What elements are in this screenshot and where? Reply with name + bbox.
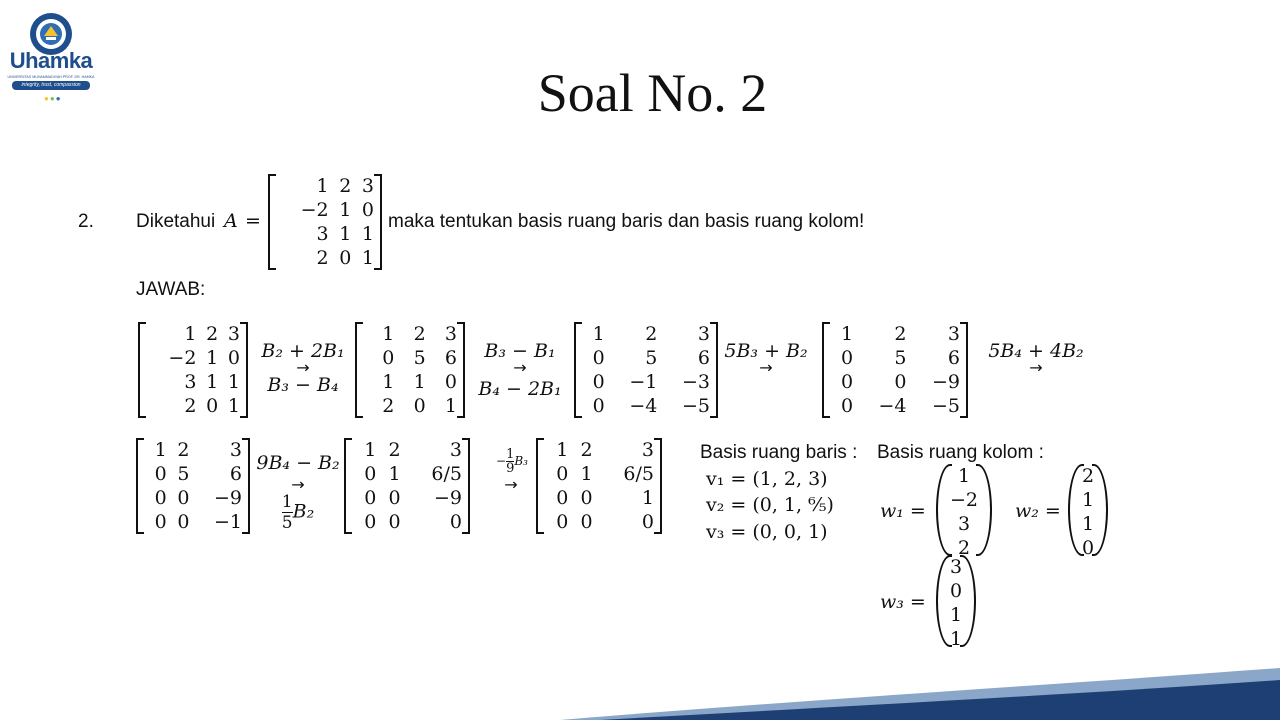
step-matrix-5 — [136, 438, 250, 534]
op5-top: 9B₄ − B₂ — [256, 452, 340, 474]
matrix-cell: 3 — [229, 439, 242, 461]
matrix-cell: 0 — [154, 487, 167, 509]
op5-frac-num: 1 — [281, 492, 293, 512]
slide-title: Soal No. 2 — [537, 63, 768, 123]
right-bracket — [960, 322, 968, 418]
matrix-cell: −4 — [629, 395, 658, 417]
right-bracket — [457, 322, 465, 418]
matrix-cell: 1 — [592, 323, 605, 345]
problem-intro: Diketahui — [136, 211, 216, 232]
column-vector-w2 — [1068, 464, 1108, 559]
matrix-cell: 0 — [154, 511, 167, 533]
right-bracket — [240, 322, 248, 418]
matrix-cell: 0 — [154, 463, 167, 485]
matrix-cell: 1 — [641, 487, 654, 509]
matrix-cell: 3 — [449, 439, 462, 461]
matrix-cell: 1 — [364, 439, 377, 461]
logo-tagline: integrity, trust, compassion — [12, 81, 90, 90]
matrix-cell: −9 — [213, 487, 242, 509]
matrix-cell: 6 — [697, 347, 710, 369]
col-basis-label: Basis ruang kolom : — [877, 442, 1044, 463]
column-vector-w1 — [936, 464, 992, 559]
matrix-cell: 1 — [227, 371, 240, 393]
matrix-cell: 1 — [580, 463, 593, 485]
matrix-cell: −9 — [931, 371, 960, 393]
matrix-cell: 0 — [641, 511, 654, 533]
matrix-cell: 0 — [364, 511, 377, 533]
matrix-cell: 0 — [840, 371, 854, 393]
matrix-cell: 2 — [382, 395, 395, 417]
matrix-cell: 1 — [227, 395, 240, 417]
footer-wave — [0, 660, 1280, 720]
problem-text: maka tentukan basis ruang baris dan basis ruang kolom! — [388, 211, 865, 232]
op3: 5B₃ + B₂ — [724, 340, 808, 362]
matrix-cell: 2 — [580, 439, 593, 461]
answer-label: JAWAB: — [136, 279, 206, 300]
row-basis-v2: v₂ = (0, 1, ⁶⁄₅) — [706, 494, 834, 516]
matrix-cell: 1 — [184, 323, 197, 345]
logo-dots: ●●● — [44, 94, 62, 103]
matrix-cell: 2 — [184, 395, 197, 417]
matrix-cell: 2 — [894, 323, 907, 345]
matrix-cell: 0 — [444, 371, 457, 393]
matrix-cell: 3 — [697, 323, 710, 345]
matrix-cell: 3 — [184, 371, 197, 393]
arrow-icon: → — [291, 475, 305, 494]
matrix-cell: −5 — [681, 395, 710, 417]
left-bracket — [138, 322, 146, 418]
matrix-cell: 1 — [154, 439, 167, 461]
matrix-cell: 2 — [206, 323, 219, 345]
matrix-cell: −9 — [433, 487, 462, 509]
matrix-cell: −2 — [168, 347, 197, 369]
matrix-cell: 0 — [449, 511, 462, 533]
matrix-cell: 1 — [339, 223, 352, 245]
matrix-cell: 0 — [361, 199, 374, 221]
matrix-cell: −4 — [878, 395, 907, 417]
matrix-cell: 0 — [177, 511, 190, 533]
matrix-cell: 0 — [388, 511, 401, 533]
matrix-cell: 1 — [339, 199, 352, 221]
matrix-cell: 0 — [556, 487, 569, 509]
matrix-cell: 1 — [206, 371, 219, 393]
op1-bottom: B₃ − B₄ — [267, 374, 339, 396]
matrix-cell: 0 — [840, 395, 854, 417]
logo-wordmark: Uhamka — [9, 48, 93, 73]
matrix-cell: 1 — [413, 371, 426, 393]
matrix-cell: −2 — [300, 199, 329, 221]
step-matrix-3 — [574, 322, 718, 418]
step-matrix-7 — [536, 438, 662, 534]
step-matrix-6 — [344, 438, 470, 534]
matrix-cell: 2 — [316, 247, 329, 269]
matrix-cell: 6 — [229, 463, 242, 485]
matrix-cell: 6 — [444, 347, 457, 369]
matrix-cell: 3 — [641, 439, 654, 461]
step-matrix-2 — [355, 322, 465, 418]
op2-bottom: B₄ − 2B₁ — [478, 378, 562, 400]
arrow-icon: → — [1029, 358, 1043, 377]
problem-number: 2. — [78, 211, 94, 232]
matrix-cell: 2 — [645, 323, 658, 345]
matrix-cell: 0 — [580, 487, 593, 509]
matrix-cell: 2 — [388, 439, 401, 461]
matrix-cell: 1 — [949, 604, 963, 626]
matrix-cell: 5 — [413, 347, 426, 369]
right-bracket — [710, 322, 718, 418]
matrix-cell: 0 — [177, 487, 190, 509]
matrix-a-var: A — [224, 210, 238, 232]
matrix-cell: 1 — [957, 465, 971, 487]
left-bracket — [136, 438, 144, 534]
op5-frac-den: 5 — [281, 513, 293, 533]
matrix-cell: 0 — [388, 487, 401, 509]
matrix-cell: 0 — [556, 463, 569, 485]
matrix-cell: 0 — [592, 371, 605, 393]
matrix-cell: −5 — [931, 395, 960, 417]
op1-top: B₂ + 2B₁ — [261, 340, 345, 362]
matrix-cell: 0 — [592, 347, 605, 369]
matrix-cell: 1 — [949, 628, 963, 650]
matrix-cell: 6/5 — [623, 463, 654, 485]
op5-bottom — [252, 492, 344, 533]
matrix-cell: −1 — [629, 371, 658, 393]
left-bracket — [536, 438, 544, 534]
w2-label: w₂ = — [1015, 500, 1061, 522]
logo-subtitle: UNIVERSITAS MUHAMMADIYAH PROF. DR. HAMKA — [7, 75, 95, 79]
matrix-cell: 3 — [947, 323, 960, 345]
matrix-cell: 0 — [949, 580, 963, 602]
matrix-cell: 6/5 — [431, 463, 462, 485]
step-matrix-1 — [138, 322, 248, 418]
right-bracket — [374, 174, 382, 270]
matrix-cell: 5 — [177, 463, 190, 485]
matrix-cell: 3 — [227, 323, 240, 345]
matrix-cell: 3 — [957, 513, 971, 535]
arrow-icon: → — [296, 358, 310, 377]
matrix-cell: 0 — [382, 347, 395, 369]
matrix-cell: −1 — [213, 511, 242, 533]
matrix-cell: 0 — [580, 511, 593, 533]
step-matrix-4 — [822, 322, 968, 418]
matrix-cell: 2 — [957, 537, 971, 559]
matrix-a — [268, 174, 382, 270]
w1-label: w₁ = — [880, 500, 926, 522]
matrix-cell: 1 — [382, 371, 395, 393]
matrix-cell: 0 — [1081, 537, 1095, 559]
matrix-cell: 1 — [556, 439, 569, 461]
matrix-cell: −2 — [949, 489, 978, 511]
matrix-cell: 0 — [227, 347, 240, 369]
row-basis-v3: v₃ = (0, 0, 1) — [706, 521, 828, 543]
matrix-cell: 1 — [1081, 513, 1095, 535]
matrix-cell: 1 — [382, 323, 395, 345]
w3-label: w₃ = — [880, 591, 926, 613]
matrix-cell: 1 — [1081, 489, 1095, 511]
row-basis-label: Basis ruang baris : — [700, 442, 858, 463]
op6-var: B₃ — [514, 454, 528, 468]
arrow-icon: → — [513, 358, 527, 377]
op4: 5B₄ + 4B₂ — [988, 340, 1084, 362]
matrix-cell: 5 — [645, 347, 658, 369]
matrix-cell: 0 — [894, 371, 907, 393]
matrix-cell: 2 — [413, 323, 426, 345]
matrix-cell: 0 — [339, 247, 352, 269]
right-bracket — [242, 438, 250, 534]
left-bracket — [574, 322, 582, 418]
right-bracket — [462, 438, 470, 534]
right-bracket — [654, 438, 662, 534]
matrix-cell: 1 — [206, 347, 219, 369]
matrix-cell: 2 — [339, 175, 352, 197]
matrix-cell: 0 — [364, 463, 377, 485]
arrow-icon: → — [504, 475, 518, 494]
matrix-cell: 2 — [1081, 465, 1095, 487]
matrix-cell: 1 — [361, 247, 374, 269]
matrix-cell: 0 — [840, 347, 854, 369]
matrix-cell: 6 — [947, 347, 960, 369]
matrix-cell: 0 — [364, 487, 377, 509]
matrix-cell: 0 — [206, 395, 219, 417]
arrow-icon: → — [759, 358, 773, 377]
matrix-cell: 3 — [444, 323, 457, 345]
op2-top: B₃ − B₁ — [484, 340, 556, 362]
matrix-cell: 5 — [894, 347, 907, 369]
op6-frac-num: 1 — [506, 447, 515, 462]
op6-frac-den: 9 — [506, 461, 515, 476]
matrix-cell: −3 — [681, 371, 710, 393]
matrix-cell: 1 — [316, 175, 329, 197]
left-bracket — [355, 322, 363, 418]
matrix-cell: 3 — [316, 223, 329, 245]
matrix-cell: 2 — [177, 439, 190, 461]
matrix-cell: 1 — [840, 323, 854, 345]
left-bracket — [268, 174, 276, 270]
matrix-cell: 1 — [388, 463, 401, 485]
matrix-cell: 0 — [592, 395, 605, 417]
equals-sign: = — [245, 210, 261, 232]
matrix-cell: 1 — [361, 223, 374, 245]
matrix-cell: 1 — [444, 395, 457, 417]
matrix-cell: 0 — [413, 395, 426, 417]
matrix-cell: 3 — [361, 175, 374, 197]
op6-sign: − — [496, 454, 507, 468]
row-basis-v1: v₁ = (1, 2, 3) — [706, 468, 828, 490]
op5-var: B₂ — [292, 500, 315, 523]
column-vector-w3 — [936, 555, 976, 650]
op6 — [488, 448, 536, 475]
left-bracket — [822, 322, 830, 418]
matrix-cell: 0 — [556, 511, 569, 533]
left-bracket — [344, 438, 352, 534]
matrix-cell: 3 — [949, 556, 963, 578]
